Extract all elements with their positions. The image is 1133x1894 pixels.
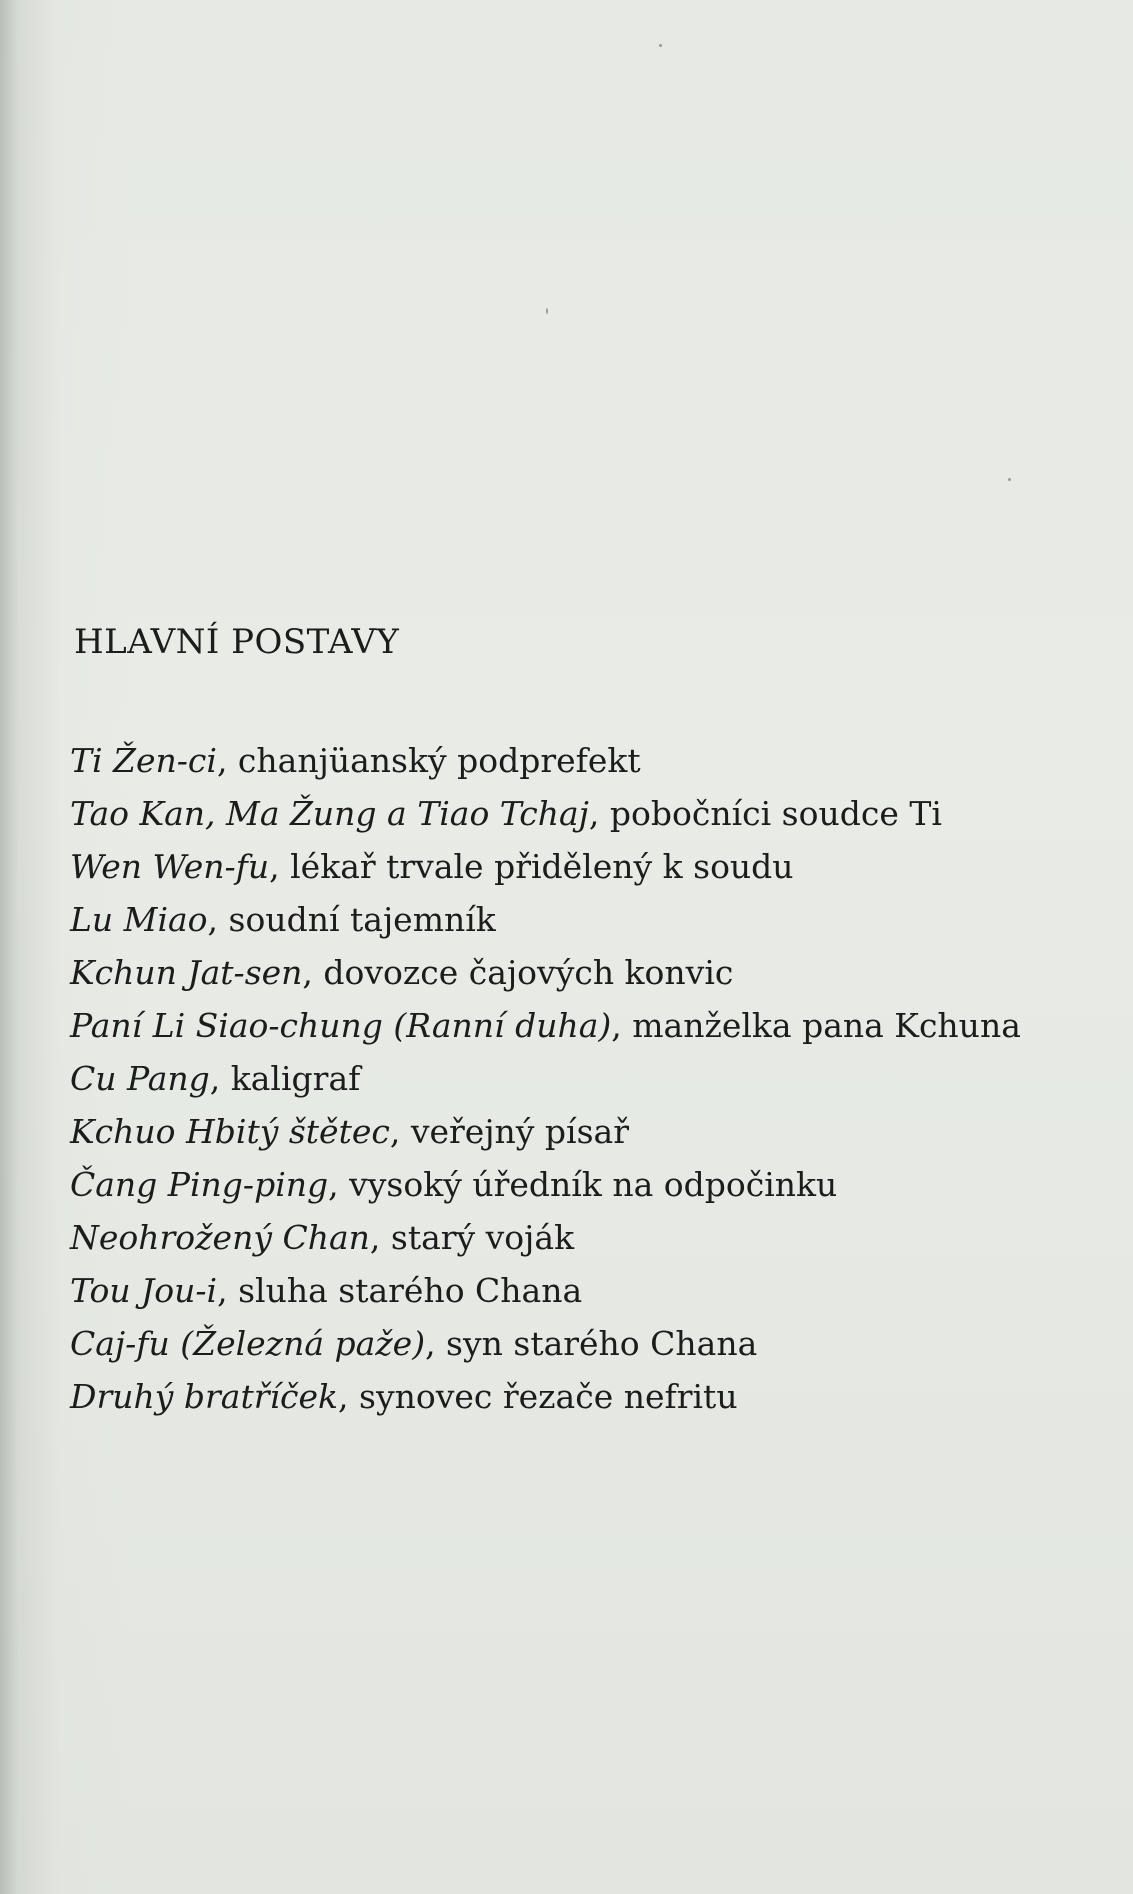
character-name: Kchuo Hbitý štětec — [70, 1112, 390, 1151]
character-description: , dovozce čajových konvic — [302, 953, 734, 992]
character-description: , chanjüanský podprefekt — [216, 741, 641, 780]
character-name: Ti Žen-ci — [70, 741, 217, 780]
character-description: , lékař trvale přidělený k soudu — [269, 847, 794, 886]
list-item — [70, 1264, 1021, 1317]
character-list — [70, 734, 1021, 1423]
character-name: Cu Pang — [70, 1059, 210, 1098]
character-description: , soudní tajemník — [207, 900, 496, 939]
character-description: , sluha starého Chana — [217, 1271, 583, 1310]
list-item — [70, 1211, 1021, 1264]
character-description: , manželka pana Kchuna — [611, 1006, 1021, 1045]
list-item — [70, 1105, 1021, 1158]
character-name: Čang Ping-ping — [70, 1165, 329, 1204]
paper-speck — [546, 308, 548, 314]
list-item — [70, 999, 1021, 1052]
character-name: Neohrožený Chan — [70, 1218, 370, 1257]
character-name: Kchun Jat-sen — [70, 953, 303, 992]
character-description: , veřejný písař — [389, 1112, 629, 1151]
list-item — [70, 734, 1021, 787]
list-item — [70, 1370, 1021, 1423]
character-name: Wen Wen-fu — [70, 847, 270, 886]
list-item — [70, 787, 1021, 840]
character-description: , syn starého Chana — [425, 1324, 758, 1363]
character-description: , starý voják — [369, 1218, 575, 1257]
character-name: Tou Jou-i — [70, 1271, 218, 1310]
list-item — [70, 946, 1021, 999]
list-item — [70, 840, 1021, 893]
paper-speck — [659, 44, 662, 47]
character-name: Caj-fu (Železná paže) — [70, 1324, 426, 1363]
character-description: , kaligraf — [209, 1059, 361, 1098]
character-description: , vysoký úředník na odpočinku — [328, 1165, 838, 1204]
list-item — [70, 1317, 1021, 1370]
list-item — [70, 1158, 1021, 1211]
list-item — [70, 893, 1021, 946]
page-title: HLAVNÍ POSTAVY — [74, 622, 400, 662]
character-description: , synovec řezače nefritu — [338, 1377, 738, 1416]
paper-speck — [1008, 478, 1011, 481]
character-description: , pobočníci soudce Ti — [588, 794, 942, 833]
character-name: Tao Kan, Ma Žung a Tiao Tchaj — [70, 794, 589, 833]
list-item — [70, 1052, 1021, 1105]
character-name: Paní Li Siao-chung (Ranní duha) — [70, 1006, 612, 1045]
character-name: Lu Miao — [70, 900, 208, 939]
character-name: Druhý bratříček — [70, 1377, 339, 1416]
